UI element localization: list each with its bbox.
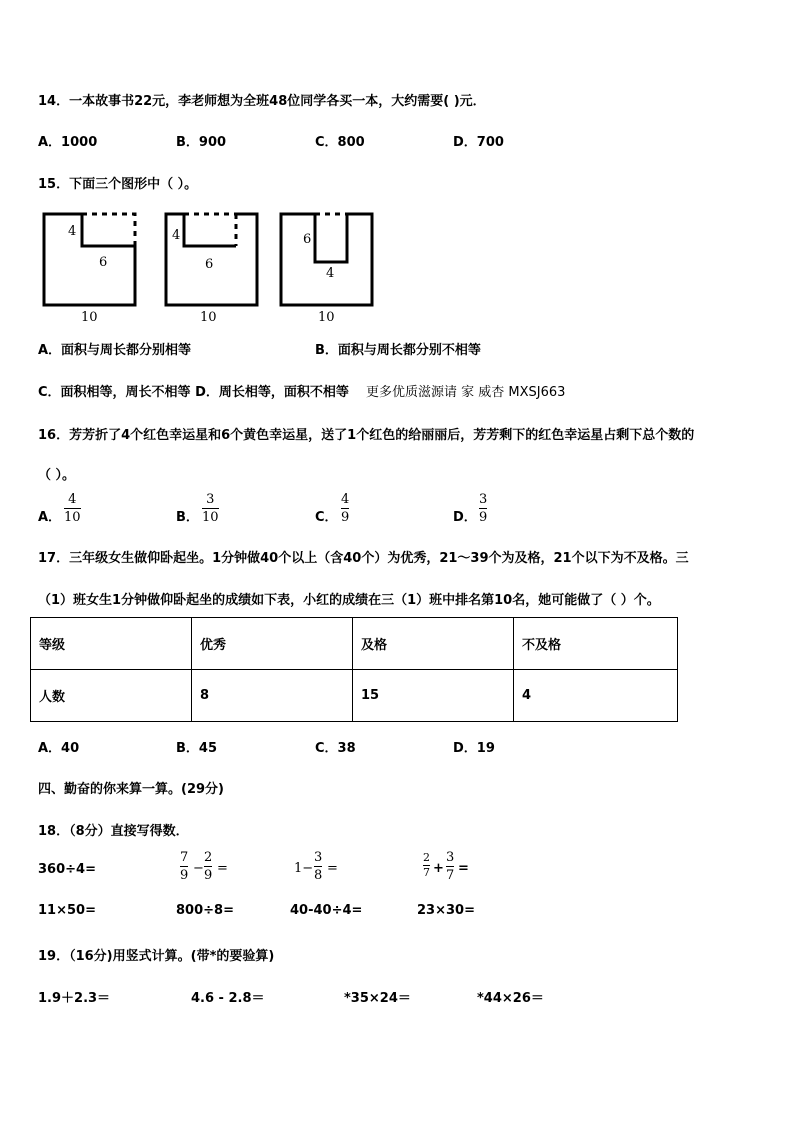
denominator: 10 (64, 510, 81, 525)
q17-line-1: 17．三年级女生做仰卧起坐。1分钟做40个以上（含40个）为优秀，21～39个为及格，21个以下为不及格。三 (38, 551, 689, 566)
equals: = (217, 861, 228, 876)
table-cell: 8 (192, 670, 353, 722)
operand: 1− (294, 861, 314, 876)
watermark-ad-text: 更多优质滋源请 家 威杏 MXSJ663 (366, 385, 566, 400)
denominator: 9 (341, 510, 350, 525)
numerator: 4 (68, 492, 77, 507)
q18-expr-6: 800÷8= (176, 903, 234, 918)
figure-3-label-a: 6 (303, 232, 312, 247)
q17-option-c[interactable]: C．38 (315, 741, 356, 756)
q17-option-a[interactable]: A．40 (38, 741, 80, 756)
figure-1-label-b: 6 (99, 255, 108, 270)
q18-expr-1: 360÷4= (38, 862, 96, 877)
operator: − (193, 861, 204, 876)
q17-option-d[interactable]: D．19 (453, 741, 495, 756)
q17-option-b[interactable]: B．45 (176, 741, 217, 756)
figure-2-label-b: 6 (205, 257, 214, 272)
score-table (30, 617, 678, 722)
q15-option-a[interactable]: A．面积与周长都分别相等 (38, 343, 192, 358)
equals: = (327, 861, 338, 876)
q17-line-2: （1）班女生1分钟做仰卧起坐的成绩如下表，小红的成绩在三（1）班中排名第10名，她可能做了（ ）个。 (38, 593, 660, 608)
q15-option-b[interactable]: B．面积与周长都分别不相等 (315, 343, 481, 358)
q19-expr-2: 4.6 - 2.8＝ (191, 991, 265, 1006)
q14-option-c[interactable]: C．800 (315, 135, 365, 150)
q19-expr-1: 1.9＋2.3＝ (38, 991, 111, 1006)
denominator: 10 (202, 510, 219, 525)
table-header-cell: 优秀 (192, 618, 353, 670)
q15-option-cd[interactable]: C．面积相等，周长不相等 D．周长相等，面积不相等 (38, 385, 349, 400)
q16-option-a-fraction (64, 492, 81, 525)
table-header-cell: 等级 (31, 618, 192, 670)
q16-option-d-label[interactable]: D． (453, 510, 477, 525)
table-row (31, 618, 678, 670)
numerator: 3 (479, 492, 488, 507)
fraction: 3 8 (314, 850, 323, 883)
equals: = (458, 861, 469, 876)
q18-expr-8: 23×30= (417, 903, 475, 918)
q16-option-b-fraction (202, 492, 219, 525)
q15-text: 15．下面三个图形中（ ）。 (38, 177, 198, 192)
q14-option-d[interactable]: D．700 (453, 135, 504, 150)
q16-line-1: 16．芳芳折了4个红色幸运星和6个黄色幸运星，送了1个红色的给丽丽后，芳芳剩下的红色幸运星占剩下总个数的 (38, 428, 695, 443)
figure-3-label-b: 4 (326, 266, 335, 281)
operator: + (433, 861, 444, 876)
numerator: 4 (341, 492, 350, 507)
table-cell: 人数 (31, 670, 192, 722)
q16-option-b-label[interactable]: B． (176, 510, 199, 525)
q14-option-b[interactable]: B．900 (176, 135, 227, 150)
q18-title: 18．（8分）直接写得数． (38, 824, 189, 839)
table-cell: 15 (353, 670, 514, 722)
fraction: 2 9 (204, 850, 213, 883)
q14-option-a[interactable]: A．1000 (38, 135, 98, 150)
q16-option-c-fraction (341, 492, 349, 525)
q19-expr-4: *44×26＝ (477, 991, 544, 1006)
q16-option-a-label[interactable]: A． (38, 510, 62, 525)
figure-2 (166, 214, 257, 325)
q19-expr-3: *35×24＝ (344, 991, 411, 1006)
table-cell: 4 (514, 670, 678, 722)
q18-expr-7: 40-40÷4= (290, 903, 363, 918)
figure-2-label-c: 10 (200, 310, 217, 325)
figure-1 (44, 214, 135, 325)
q16-option-c-label[interactable]: C． (315, 510, 338, 525)
figure-3 (281, 214, 372, 325)
table-row (31, 670, 678, 722)
figure-3-label-c: 10 (318, 310, 335, 325)
section-4-heading: 四、勤奋的你来算一算。(29分) (38, 782, 224, 797)
table-header-cell: 及格 (353, 618, 514, 670)
denominator: 9 (479, 510, 488, 525)
fraction: 3 7 (446, 850, 455, 883)
q19-title: 19．（16分)用竖式计算。(带*的要验算) (38, 949, 275, 964)
q15-figures (30, 205, 390, 330)
q16-line-2: （ ）。 (38, 468, 76, 483)
q14-text: 14．一本故事书22元，李老师想为全班48位同学各买一本，大约需要( )元． (38, 94, 486, 109)
q16-option-d-fraction (479, 492, 487, 525)
q18-expr-5: 11×50= (38, 903, 96, 918)
figure-1-label-a: 4 (68, 224, 77, 239)
fraction: 2 7 (423, 851, 430, 879)
numerator: 3 (206, 492, 215, 507)
table-header-cell: 不及格 (514, 618, 678, 670)
figure-2-label-a: 4 (172, 228, 181, 243)
figure-1-label-c: 10 (81, 310, 98, 325)
fraction: 7 9 (180, 850, 189, 883)
